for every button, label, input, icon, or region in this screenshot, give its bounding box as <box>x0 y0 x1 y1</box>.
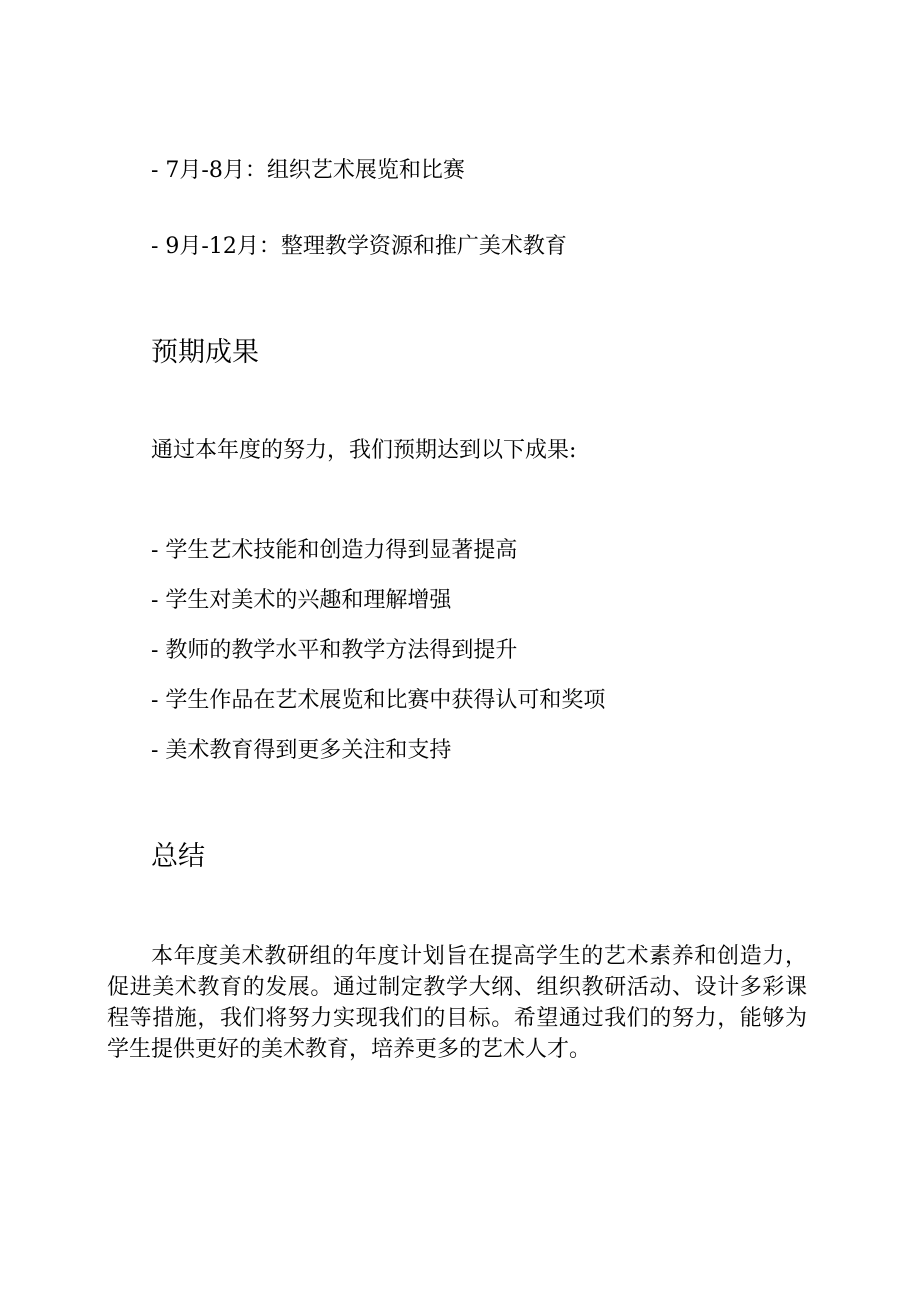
expected-result-item: - 学生对美术的兴趣和理解增强 <box>151 588 452 613</box>
expected-results-intro: 通过本年度的努力，我们预期达到以下成果: <box>151 438 577 463</box>
schedule-item: - 7月-8月：组织艺术展览和比赛 <box>151 158 465 183</box>
schedule-item: - 9月-12月：整理教学资源和推广美术教育 <box>151 234 567 259</box>
section-heading-summary: 总结 <box>151 841 205 872</box>
summary-paragraph: 本年度美术教研组的年度计划旨在提高学生的艺术素养和创造力，促进美术教育的发展。通过制定教学大纲、组织教研活动、设计多彩课程等措施，我们将努力实现我们的目标。希望通过我们的努力，能够为学生提供更好的美术教育，培养更多的艺术人才。 <box>107 944 807 1062</box>
expected-result-item: - 学生艺术技能和创造力得到显著提高 <box>151 538 518 563</box>
section-heading-expected-results: 预期成果 <box>151 337 259 368</box>
expected-result-item: - 教师的教学水平和教学方法得到提升 <box>151 638 518 663</box>
expected-result-item: - 学生作品在艺术展览和比赛中获得认可和奖项 <box>151 688 606 713</box>
expected-result-item: - 美术教育得到更多关注和支持 <box>151 738 452 763</box>
